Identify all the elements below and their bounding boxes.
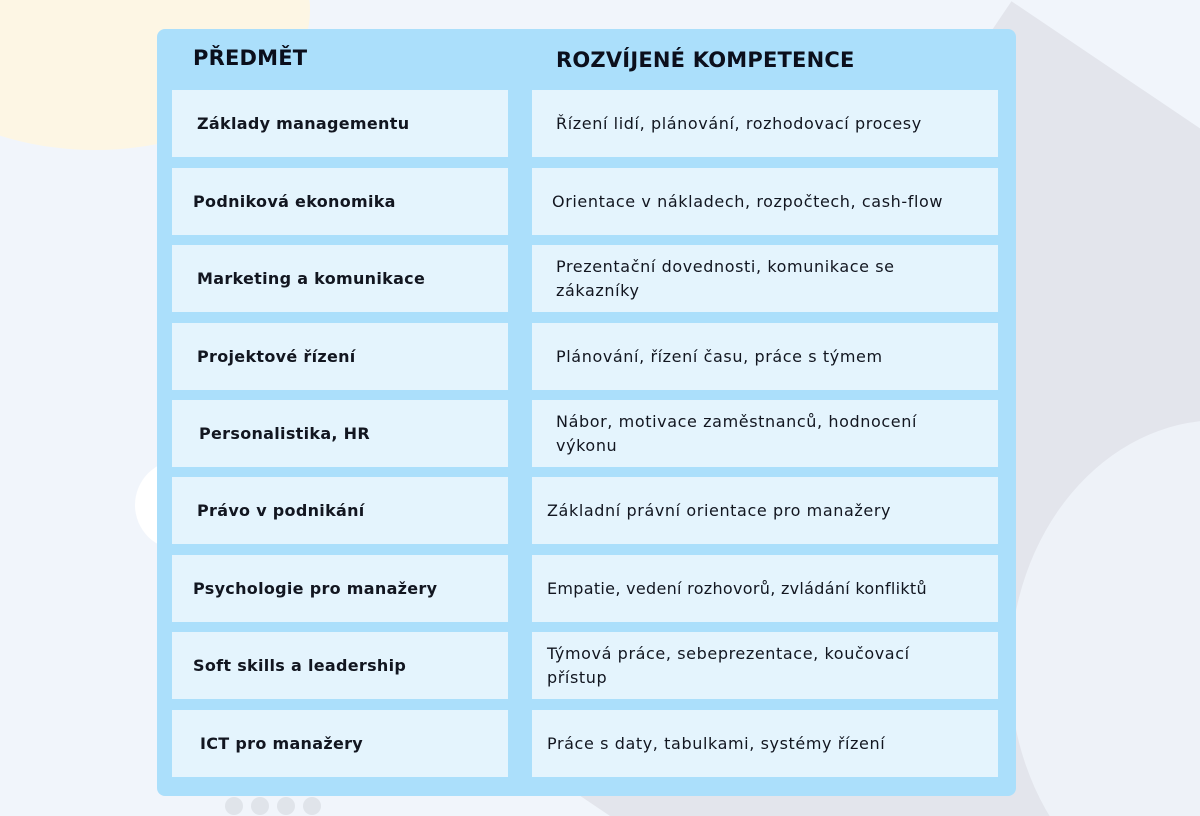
competency-cell: Práce s daty, tabulkami, systémy řízení	[532, 710, 998, 777]
competency-cell: Orientace v nákladech, rozpočtech, cash-flow	[532, 168, 998, 235]
competency-cell: Týmová práce, sebeprezentace, koučovací přístup	[532, 632, 998, 699]
subject-cell: Projektové řízení	[172, 323, 508, 390]
column-header-competencies: ROZVÍJENÉ KOMPETENCE	[556, 48, 855, 72]
competency-cell: Řízení lidí, plánování, rozhodovací procesy	[532, 90, 998, 157]
competency-cell: Empatie, vedení rozhovorů, zvládání konfliktů	[532, 555, 998, 622]
subject-cell: Personalistika, HR	[172, 400, 508, 467]
subject-cell: Marketing a komunikace	[172, 245, 508, 312]
subject-cell: Podniková ekonomika	[172, 168, 508, 235]
competency-cell: Základní právní orientace pro manažery	[532, 477, 998, 544]
subject-cell: Základy managementu	[172, 90, 508, 157]
subject-cell: Psychologie pro manažery	[172, 555, 508, 622]
subject-cell: Právo v podnikání	[172, 477, 508, 544]
competency-cell: Nábor, motivace zaměstnanců, hodnocení výkonu	[532, 400, 998, 467]
competency-cell: Plánování, řízení času, práce s týmem	[532, 323, 998, 390]
column-header-subject: PŘEDMĚT	[193, 46, 308, 70]
background-dots	[225, 797, 321, 815]
subject-cell: Soft skills a leadership	[172, 632, 508, 699]
subject-cell: ICT pro manažery	[172, 710, 508, 777]
competency-cell: Prezentační dovednosti, komunikace se zákazníky	[532, 245, 998, 312]
